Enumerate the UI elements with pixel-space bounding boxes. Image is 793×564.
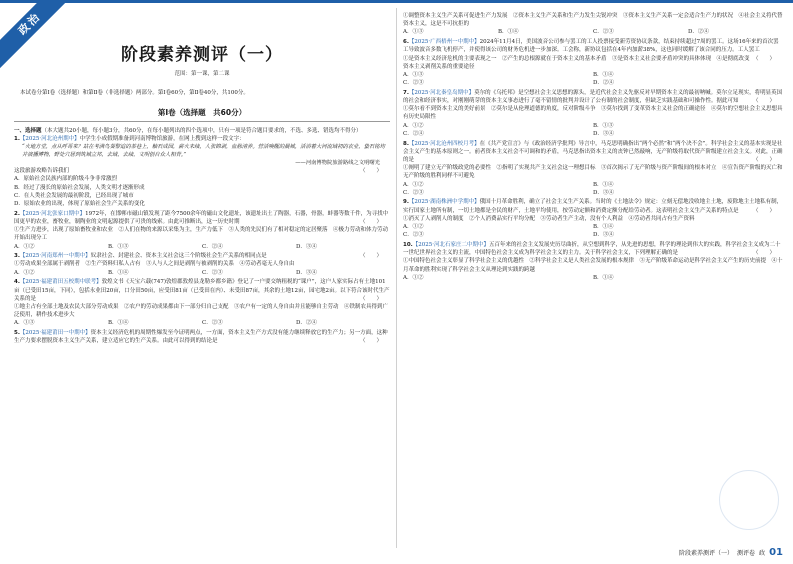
option-b[interactable]: B．①③ (593, 122, 614, 129)
quote-source: ——河南博物院旅游路线之文明曙光 (295, 160, 380, 167)
option-b[interactable]: B．①④ (593, 224, 614, 231)
title-block (14, 40, 390, 77)
answer-paren: （ ） (752, 156, 775, 163)
question-items: ①生产力进步，出现了原始畜牧业和农业 ②人们在物的来源以采集为主，生产力低下 ③人类的先民们有了相对稳定的定居聚落 ④极力劳动和体力劳动开始出现分工 (14, 227, 389, 242)
answer-paren: （ ） (752, 98, 775, 105)
option-c[interactable]: C．②③ (202, 269, 223, 276)
option-b[interactable]: B．①④ (593, 274, 614, 281)
right-column (403, 12, 783, 282)
section-label: 一、选择题 (14, 128, 42, 134)
option-c[interactable]: C．在人类社会发展的最初阶段，已经出现了城市 (14, 192, 134, 199)
question-4 (14, 278, 390, 327)
question-items: ①莫尔看不到资本主义的美好前景 ②莫尔是从伦理道德的角度，反对阶级斗争 ③莫尔找到了变革资本主义社会的正确途径 ④莫尔的空想社会主义思想具有历史局限性 (403, 106, 783, 121)
option-a[interactable]: A．①③ (403, 29, 424, 36)
answer-paren: （ ） (359, 253, 382, 260)
question-items: ①劳动成果全部属于剥削者 ②生产资料归私人占有 ③人与人之间是剥削与被剥削的关系 ④劳动者毫无人身自由 (14, 261, 295, 268)
paper-note: 本试卷分第Ⅰ卷（选择题）和第Ⅱ卷（非选择题）两部分。第Ⅰ卷60分，第Ⅱ卷40分，共100分。 (20, 90, 249, 96)
answer-paren: （ ） (359, 218, 382, 225)
question-stem: 奴隶社会、封建社会、资本主义社会这三个阶级社会生产关系的相同点是 (90, 253, 267, 260)
option-d[interactable]: D．②④ (593, 80, 614, 87)
option-d[interactable]: D．②④ (296, 320, 317, 327)
option-d[interactable]: D．③④ (296, 243, 317, 250)
question-5-continued (403, 12, 783, 37)
question-stem: 敦煌文书《天宝六载(747)敦煌郡敦煌县龙勒乡都乡籍》登记了一户要交纳租税的“课户”，这户人家实际占有土地101亩（已受田15亩，下同），包括永业田20亩，口分田50亩，应受田81亩（已受田在内）、未受田87亩，其余的土地12亩，园宅地2亩。以下符合该时代生产关系的是 (14, 279, 390, 302)
question-6 (403, 38, 783, 87)
option-c[interactable]: C．②③ (403, 189, 424, 196)
top-accent-bar (0, 0, 793, 3)
answer-paren: （ ） (752, 55, 775, 62)
question-items: ①调整资本主义生产关系可促进生产力发展 ②资本主义生产关系和生产力发生尖锐冲突 ③资本主义生产关系一定会适合生产力的状况 ④社会主义将代替资本主义，这是不可抗拒的 (403, 13, 783, 28)
page-title: 阶段素养测评（一） (121, 45, 283, 65)
option-list (403, 28, 783, 36)
answer-paren: （ ） (359, 168, 382, 175)
left-column (14, 12, 390, 345)
question-items: ①是资本主义经济危机的主要表现之一 ②产生的总根源就在于资本主义的基本矛盾 ③是资本主义社会要矛盾冲突的具体体现 ④是彻底改变资本主义剥削关系的重要途径 (403, 55, 750, 70)
watermark-stamp (719, 470, 779, 530)
question-source-tag: 【2025·河北张家口期中】 (19, 210, 86, 217)
option-a[interactable]: A．①② (403, 274, 424, 281)
footer-subject: 政 (759, 550, 766, 557)
scope-text: 范围：第一课，第二课 (174, 71, 230, 77)
option-d[interactable]: D．②④ (688, 29, 709, 36)
answer-paren: （ ） (359, 295, 382, 302)
option-b[interactable]: B．①④ (593, 71, 614, 78)
option-list (14, 243, 390, 251)
question-ask: 这段旅游攻略告诉我们 (14, 168, 70, 175)
question-source-tag: 【2025·河北沧州四校月考】 (408, 140, 480, 147)
option-c[interactable]: C．②④ (403, 130, 424, 137)
question-number: 10. (403, 241, 413, 248)
option-list (403, 223, 783, 239)
question-number: 2. (14, 210, 20, 217)
option-a[interactable]: A．①③ (14, 320, 35, 327)
volume-divider (14, 121, 390, 122)
question-number: 1. (14, 136, 20, 142)
option-list (403, 122, 783, 138)
question-source-tag: 【2025·河北沧州期中】 (19, 136, 80, 142)
option-a[interactable]: A．①② (14, 243, 35, 250)
question-source-tag: 【2025·福建莆田五校期中联考】 (19, 279, 102, 286)
question-2 (14, 210, 390, 251)
answer-paren: （ ） (359, 338, 382, 345)
option-list (403, 71, 783, 87)
answer-paren: （ ） (752, 250, 775, 257)
question-source-tag: 【2025·河北石家庄二中期中】 (412, 241, 489, 248)
question-items: ①消灭了人剥削人的制度 ②个人消费品实行平均分配 ③劳动者生产主动，没有个人利益 ④劳动者共同占有生产资料 (403, 215, 695, 222)
option-c[interactable]: C．②③ (403, 232, 424, 239)
option-b[interactable]: B．①④ (108, 269, 129, 276)
option-list (14, 319, 390, 327)
option-b[interactable]: B．①④ (108, 320, 129, 327)
option-b[interactable]: B．①④ (498, 29, 519, 36)
question-quote: “火地方堂，点从呼哥来？站在考满鸟葵黎追的茶巷上，触石成园，薪火未续，人张锦剥，血脉清养。营活唤醒的晨城，活浴着大河流域初的农业，蛰石铭均并演播博物，野处穴居到筑城立邦，去域，去续，文明创自众人相背。” (22, 144, 385, 159)
question-stem: 2024年11月4日，美国波音公司参与罢工的工人投票接受新劳资协议条款，结束持续超过7周的罢工。这场16年来的首次罢工导致波音多数飞机停产，并使得该公司的财务危机进一步加深。工会称，新协议包括在4年内加薪38%，这也同时缓解了该合同的压力。工人罢工 (403, 39, 779, 54)
section-note: （本大题共20小题，每小题3分，共60分，在每小题列出的四个选项中，只有一项是符合题目要求的，不选、多选、错选均不得分） (41, 128, 362, 134)
option-list (403, 181, 783, 197)
option-d[interactable]: D．③④ (593, 232, 614, 239)
question-stem: 莫尔的《乌托邦》是空想社会主义思想的源头，是近代社会主义先驱反对早期资本主义的最初呐喊。莫尔立足现实，将明显英国的社会和经济事实，对刚刚萌芽的资本主义事态进行了毫不留情的批判并设计了公有制的社会制度，但缺乏实践基础和可操作性。据此可知 (403, 89, 783, 105)
question-3 (14, 252, 390, 277)
question-number: 5. (14, 330, 20, 337)
option-c[interactable]: C．②④ (202, 243, 223, 250)
question-number: 4. (14, 279, 20, 286)
option-a[interactable]: A．①② (14, 269, 35, 276)
option-d[interactable]: D．③④ (593, 130, 614, 137)
option-c[interactable]: C．②③ (593, 29, 614, 36)
option-a[interactable]: A．①③ (403, 71, 424, 78)
question-stem: 五百年来的社会主义发展史历尽曲折，从空想到科学，从先进的思想，科学的理论到伟大的实践，科学社会主义成为二十一世纪世界社会主义的主流，中国特色社会主义成为科学社会主义的主力。关于科学社会主义，下列理解正确的是 (403, 241, 781, 257)
question-items: ①地主占有全部土地及农民大部分劳动成果 ②农户的劳动成果都由下一部分归自己支配 ③农户有一定的人身自由并且能够自主劳动 ④铁制农具得到广泛使用，耕作技术进步大 (14, 303, 389, 319)
question-source-tag: 【2025·湖南株洲中学期中】 (408, 199, 480, 206)
option-list (403, 274, 783, 282)
option-b[interactable]: B．①④ (593, 181, 614, 188)
option-b[interactable]: B．经过了漫长的原始社会发展，人类文明才逐渐形成 (14, 184, 145, 191)
question-source-tag: 【2025·福建莆田一中期中】 (19, 330, 91, 337)
option-a[interactable]: A．①② (403, 122, 424, 129)
question-1 (14, 135, 390, 208)
option-d[interactable]: D．③④ (593, 189, 614, 196)
volume-title: 第Ⅰ卷（选择题 共60分） (157, 108, 247, 117)
option-d[interactable]: D．③④ (296, 269, 317, 276)
question-stem: 俄国十月革命胜利，确立了社会主义生产关系。当时的《土地法令》规定：立刻无偿地没收地主土地，废除地主土地私有制，实行国家土地所有制，一切土地都是全民的财产，土地平均使用，按劳动定额和消费定额分配给劳动者。这表明社会主义生产关系的特点是 (403, 199, 783, 214)
footer-label: 阶段素养测评（一） (679, 550, 734, 557)
column-divider (396, 8, 397, 548)
page-footer (679, 547, 783, 558)
footer-book: 测评卷 (737, 550, 756, 557)
question-stem: 1972年，在邯郸市磁山镇发现了距今7500余年的磁山文化遗址，该遗址出土了陶器，石器，骨器，蚌器等数千件，为寻找中国更早的农业，畜牧业，制陶业的文明起源提供了可贵的线索。由此可推断出，这一历史时期 (14, 210, 389, 225)
question-number: 9. (403, 199, 409, 206)
question-stem: 在《共产党宣言》与《政治经济学批判》导言中，马克思明确指出“两个必然”和“两个决不会”。科学社会主义的基本实现是社会主义产生的基本原则之一。前者资本主义社会不可调和的矛盾，马克思指出资本主义的丧钟已然敲响，无产阶级将取代资产阶级建立社会主义。对此，正确的是 (403, 140, 783, 163)
answer-paren: （ ） (752, 207, 775, 214)
page-number: 01 (769, 547, 783, 558)
question-7 (403, 89, 783, 138)
subject-ribbon-label: 政治 (0, 0, 70, 70)
section-heading (14, 127, 390, 135)
question-number: 6. (403, 39, 409, 46)
option-d[interactable]: D．原始农业的出现，体现了原始社会生产关系的变化 (14, 201, 145, 208)
option-a[interactable]: A．原始社会民族内部的阶级斗争非常激烈 (14, 176, 117, 183)
question-9 (403, 198, 783, 239)
option-a[interactable]: A．①② (403, 181, 424, 188)
question-10 (403, 241, 783, 282)
option-list (14, 175, 390, 208)
question-5 (14, 329, 390, 345)
question-source-tag: 【2025·广西梧州一中期中】 (408, 39, 480, 46)
option-a[interactable]: A．①② (403, 224, 424, 231)
question-items: ①阐明了建立无产阶级政党的必要性 ②指明了实现共产主义社会这一理想目标 ③首次揭示了无产阶级与资产阶级间的根本对立 ④宣告资产阶级的灭亡和无产阶级的胜利同样不可避免 (403, 165, 783, 180)
question-8 (403, 140, 783, 197)
question-number: 3. (14, 253, 20, 260)
question-stem: 中学生小成假期准备到河南博物馆旅游，在网上搜到这样一段文字： (79, 136, 245, 142)
question-source-tag: 【2025·河北秦皇岛期中】 (408, 89, 475, 96)
question-number: 7. (403, 89, 409, 96)
option-b[interactable]: B．①③ (108, 243, 129, 250)
option-c[interactable]: C．②③ (403, 80, 424, 87)
question-source-tag: 【2025·河南郑州一中期中】 (19, 253, 91, 260)
option-list (14, 269, 390, 277)
question-stem: 资本主义经济危机的周期性爆发至今证明两点，一方面，资本主义生产方式没有能力继续释放它的生产力；另一方面，这种生产力要求摆脱资本主义生产关系，建立适应它的生产关系。由此可以得到的结论是 (14, 330, 388, 345)
question-items: ①中国特色社会主义彰显了科学社会主义的优越性 ②科学社会主义是人类社会发展的根本规律 ③无产阶级革命运动是科学社会主义产生的历史前提 ④十月革命的胜利实现了科学社会主义从理论到实践的跨越 (403, 258, 783, 273)
option-c[interactable]: C．②③ (202, 320, 223, 327)
question-number: 8. (403, 140, 409, 147)
